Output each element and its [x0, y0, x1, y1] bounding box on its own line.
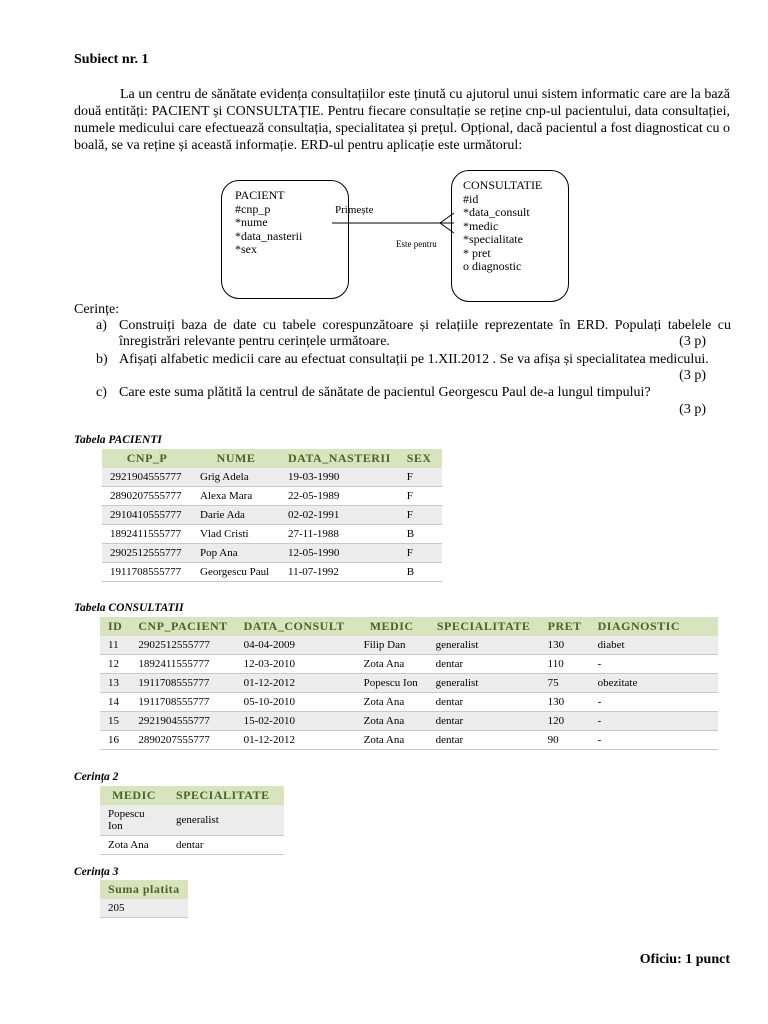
table-cell: Zota Ana: [356, 712, 428, 731]
column-header: SPECIALITATE: [428, 617, 540, 636]
entity-consultatie-text: [463, 179, 542, 274]
table-cell: 15: [100, 712, 130, 731]
table-row: [100, 655, 718, 674]
table-cell: dentar: [428, 731, 540, 750]
requirement-text: Care este suma plătită la centrul de sănătate de pacientul Georgescu Paul de-a lungul timpului?: [119, 385, 651, 400]
table-cerinta2: [100, 786, 284, 855]
table-cell: generalist: [428, 674, 540, 693]
table-cell: 1892411555777: [130, 655, 235, 674]
table-cell: diabet: [590, 636, 718, 655]
table-cell: 11: [100, 636, 130, 655]
table-cell: 2921904555777: [130, 712, 235, 731]
table-row: [102, 506, 442, 525]
column-header: ID: [100, 617, 130, 636]
table-cell: 2890207555777: [130, 731, 235, 750]
table-cell: 15-02-2010: [236, 712, 356, 731]
table-cell: F: [399, 468, 442, 487]
table-cell: 2890207555777: [102, 487, 192, 506]
entity-consultatie-attr: *medic: [463, 218, 499, 233]
column-header: NUME: [192, 449, 280, 468]
table-cell: 1911708555777: [130, 693, 235, 712]
table-cell: 05-10-2010: [236, 693, 356, 712]
table-cell: 2902512555777: [130, 636, 235, 655]
table-row: [102, 487, 442, 506]
table-cell: 16: [100, 731, 130, 750]
table-cell: Zota Ana: [356, 731, 428, 750]
entity-consultatie-name: CONSULTATIE: [463, 178, 543, 192]
footer-oficiu: Oficiu: 1 punct: [639, 952, 730, 967]
intro-paragraph: La un centru de sănătate evidența consultațiilor este ținută cu ajutorul unui sistem informatic care are la bază două entități: PACIENT și CONSULTAȚIE. Pentru fiecare consultație se reține cnp-ul pacientului, data consultației, numele medicului care efectuează consultația, specialitatea și prețul. Opțional, dacă pacientul a fost diagnosticat cu o boală, se va reține și această informație. ERD-ul pentru aplicație este următorul:: [74, 87, 730, 153]
table-cell: Darie Ada: [192, 506, 280, 525]
table-cell: 2910410555777: [102, 506, 192, 525]
table-cell: F: [399, 506, 442, 525]
table-cell: Popescu Ion: [356, 674, 428, 693]
relationship-label-primeste: Primește: [335, 204, 374, 216]
table-cell: 11-07-1992: [280, 563, 399, 582]
table-row: [100, 731, 718, 750]
table-row: [102, 468, 442, 487]
table-cell: Zota Ana: [356, 655, 428, 674]
table-cell: -: [590, 693, 718, 712]
table-row: [100, 693, 718, 712]
table-caption-pacienti: Tabela PACIENTI: [74, 434, 162, 446]
table-cell: Filip Dan: [356, 636, 428, 655]
entity-pacient-name: PACIENT: [235, 188, 285, 202]
entity-consultatie-attr: #id: [463, 191, 479, 206]
requirement-points: (3 p): [675, 334, 706, 350]
table-cell: 90: [540, 731, 590, 750]
table-cell: 1892411555777: [102, 525, 192, 544]
table-cell: 75: [540, 674, 590, 693]
table-cell: 12-03-2010: [236, 655, 356, 674]
table-row: [100, 805, 284, 836]
column-header: MEDIC: [100, 786, 168, 805]
requirement-points: (3 p): [675, 368, 706, 384]
table-cell: 2902512555777: [102, 544, 192, 563]
requirement-text: Afișați alfabetic medicii care au efectuat consultații pe 1.XII.2012 . Se va afișa și specialitatea medicului.: [119, 352, 709, 367]
table-cell: Zota Ana: [356, 693, 428, 712]
table-cell: 2921904555777: [102, 468, 192, 487]
table-cerinta3: [100, 880, 188, 918]
table-caption-consultatii: Tabela CONSULTATII: [74, 602, 184, 614]
table-cell: dentar: [428, 712, 540, 731]
table-cell: 27-11-1988: [280, 525, 399, 544]
table-caption-cerinta2: Cerința 2: [74, 771, 119, 783]
table-cell: 1911708555777: [130, 674, 235, 693]
column-header: DATA_NASTERII: [280, 449, 399, 468]
requirement-label: b): [96, 352, 108, 367]
table-row: [100, 836, 284, 855]
table-cell: Popescu Ion: [100, 805, 168, 836]
requirement-c: [74, 385, 730, 419]
column-header: CNP_PACIENT: [130, 617, 235, 636]
table-header-row: [102, 449, 442, 468]
table-cell: Georgescu Paul: [192, 563, 280, 582]
requirement-b: [74, 352, 730, 386]
entity-consultatie-attr: * pret: [463, 245, 491, 260]
relationship-label-este-pentru: Este pentru: [396, 239, 437, 249]
table-cell: 130: [540, 636, 590, 655]
column-header: Suma platita: [100, 880, 188, 899]
table-cell: Alexa Mara: [192, 487, 280, 506]
table-cell: -: [590, 712, 718, 731]
table-cell: 04-04-2009: [236, 636, 356, 655]
entity-pacient-attr: *sex: [235, 242, 257, 256]
entity-pacient-text: [235, 189, 302, 257]
table-caption-cerinta3: Cerința 3: [74, 866, 119, 878]
column-header: SPECIALITATE: [168, 786, 284, 805]
table-cell: 01-12-2012: [236, 674, 356, 693]
table-cell: B: [399, 563, 442, 582]
table-pacienti: [102, 449, 442, 582]
column-header: PRET: [540, 617, 590, 636]
column-header: SEX: [399, 449, 442, 468]
table-cell: generalist: [168, 805, 284, 836]
table-cell: 205: [100, 899, 188, 918]
table-cell: 12: [100, 655, 130, 674]
table-row: [100, 899, 188, 918]
table-cell: 110: [540, 655, 590, 674]
table-cell: 14: [100, 693, 130, 712]
requirement-points: (3 p): [679, 402, 706, 417]
table-cell: dentar: [428, 655, 540, 674]
table-header-row: [100, 786, 284, 805]
table-cell: 02-02-1991: [280, 506, 399, 525]
table-cell: 12-05-1990: [280, 544, 399, 563]
table-row: [102, 563, 442, 582]
table-cell: -: [590, 655, 718, 674]
entity-pacient-attr: *nume: [235, 215, 268, 229]
table-row: [102, 525, 442, 544]
entity-pacient-attr: *data_nasterii: [235, 228, 303, 243]
table-cell: 120: [540, 712, 590, 731]
table-cell: 22-05-1989: [280, 487, 399, 506]
column-header: MEDIC: [356, 617, 428, 636]
table-consultatii: [100, 617, 718, 750]
table-cell: Grig Adela: [192, 468, 280, 487]
entity-consultatie-attr: o diagnostic: [463, 259, 522, 273]
column-header: DATA_CONSULT: [236, 617, 356, 636]
table-cell: Pop Ana: [192, 544, 280, 563]
requirement-a: [74, 318, 730, 352]
table-cell: -: [590, 731, 718, 750]
table-row: [100, 674, 718, 693]
table-cell: 19-03-1990: [280, 468, 399, 487]
table-header-row: [100, 617, 718, 636]
table-cell: obezitate: [590, 674, 718, 693]
entity-consultatie-attr: *data_consult: [463, 205, 530, 219]
table-cell: dentar: [428, 693, 540, 712]
table-cell: 13: [100, 674, 130, 693]
table-cell: dentar: [168, 836, 284, 855]
table-cell: generalist: [428, 636, 540, 655]
entity-consultatie-attr: *specialitate: [463, 232, 523, 246]
table-cell: Vlad Cristi: [192, 525, 280, 544]
table-cell: F: [399, 487, 442, 506]
table-cell: 1911708555777: [102, 563, 192, 582]
entity-pacient-attr: #cnp_p: [235, 201, 271, 216]
column-header: DIAGNOSTIC: [590, 617, 718, 636]
table-cell: F: [399, 544, 442, 563]
column-header: CNP_P: [102, 449, 192, 468]
table-cell: 01-12-2012: [236, 731, 356, 750]
requirement-label: a): [96, 318, 107, 333]
table-cell: B: [399, 525, 442, 544]
table-row: [100, 712, 718, 731]
table-cell: Zota Ana: [100, 836, 168, 855]
requirements-heading: Cerințe:: [74, 302, 120, 317]
requirement-label: c): [96, 385, 107, 400]
table-row: [100, 636, 718, 655]
requirement-text: Construiți baza de date cu tabele corespunzătoare și relațiile reprezentate în ERD. Populați tabelele cu înregistrări relevante pentru cerințele următoare.: [119, 318, 731, 349]
table-cell: 130: [540, 693, 590, 712]
table-header-row: [100, 880, 188, 899]
document-title: Subiect nr. 1: [74, 52, 149, 67]
table-row: [102, 544, 442, 563]
